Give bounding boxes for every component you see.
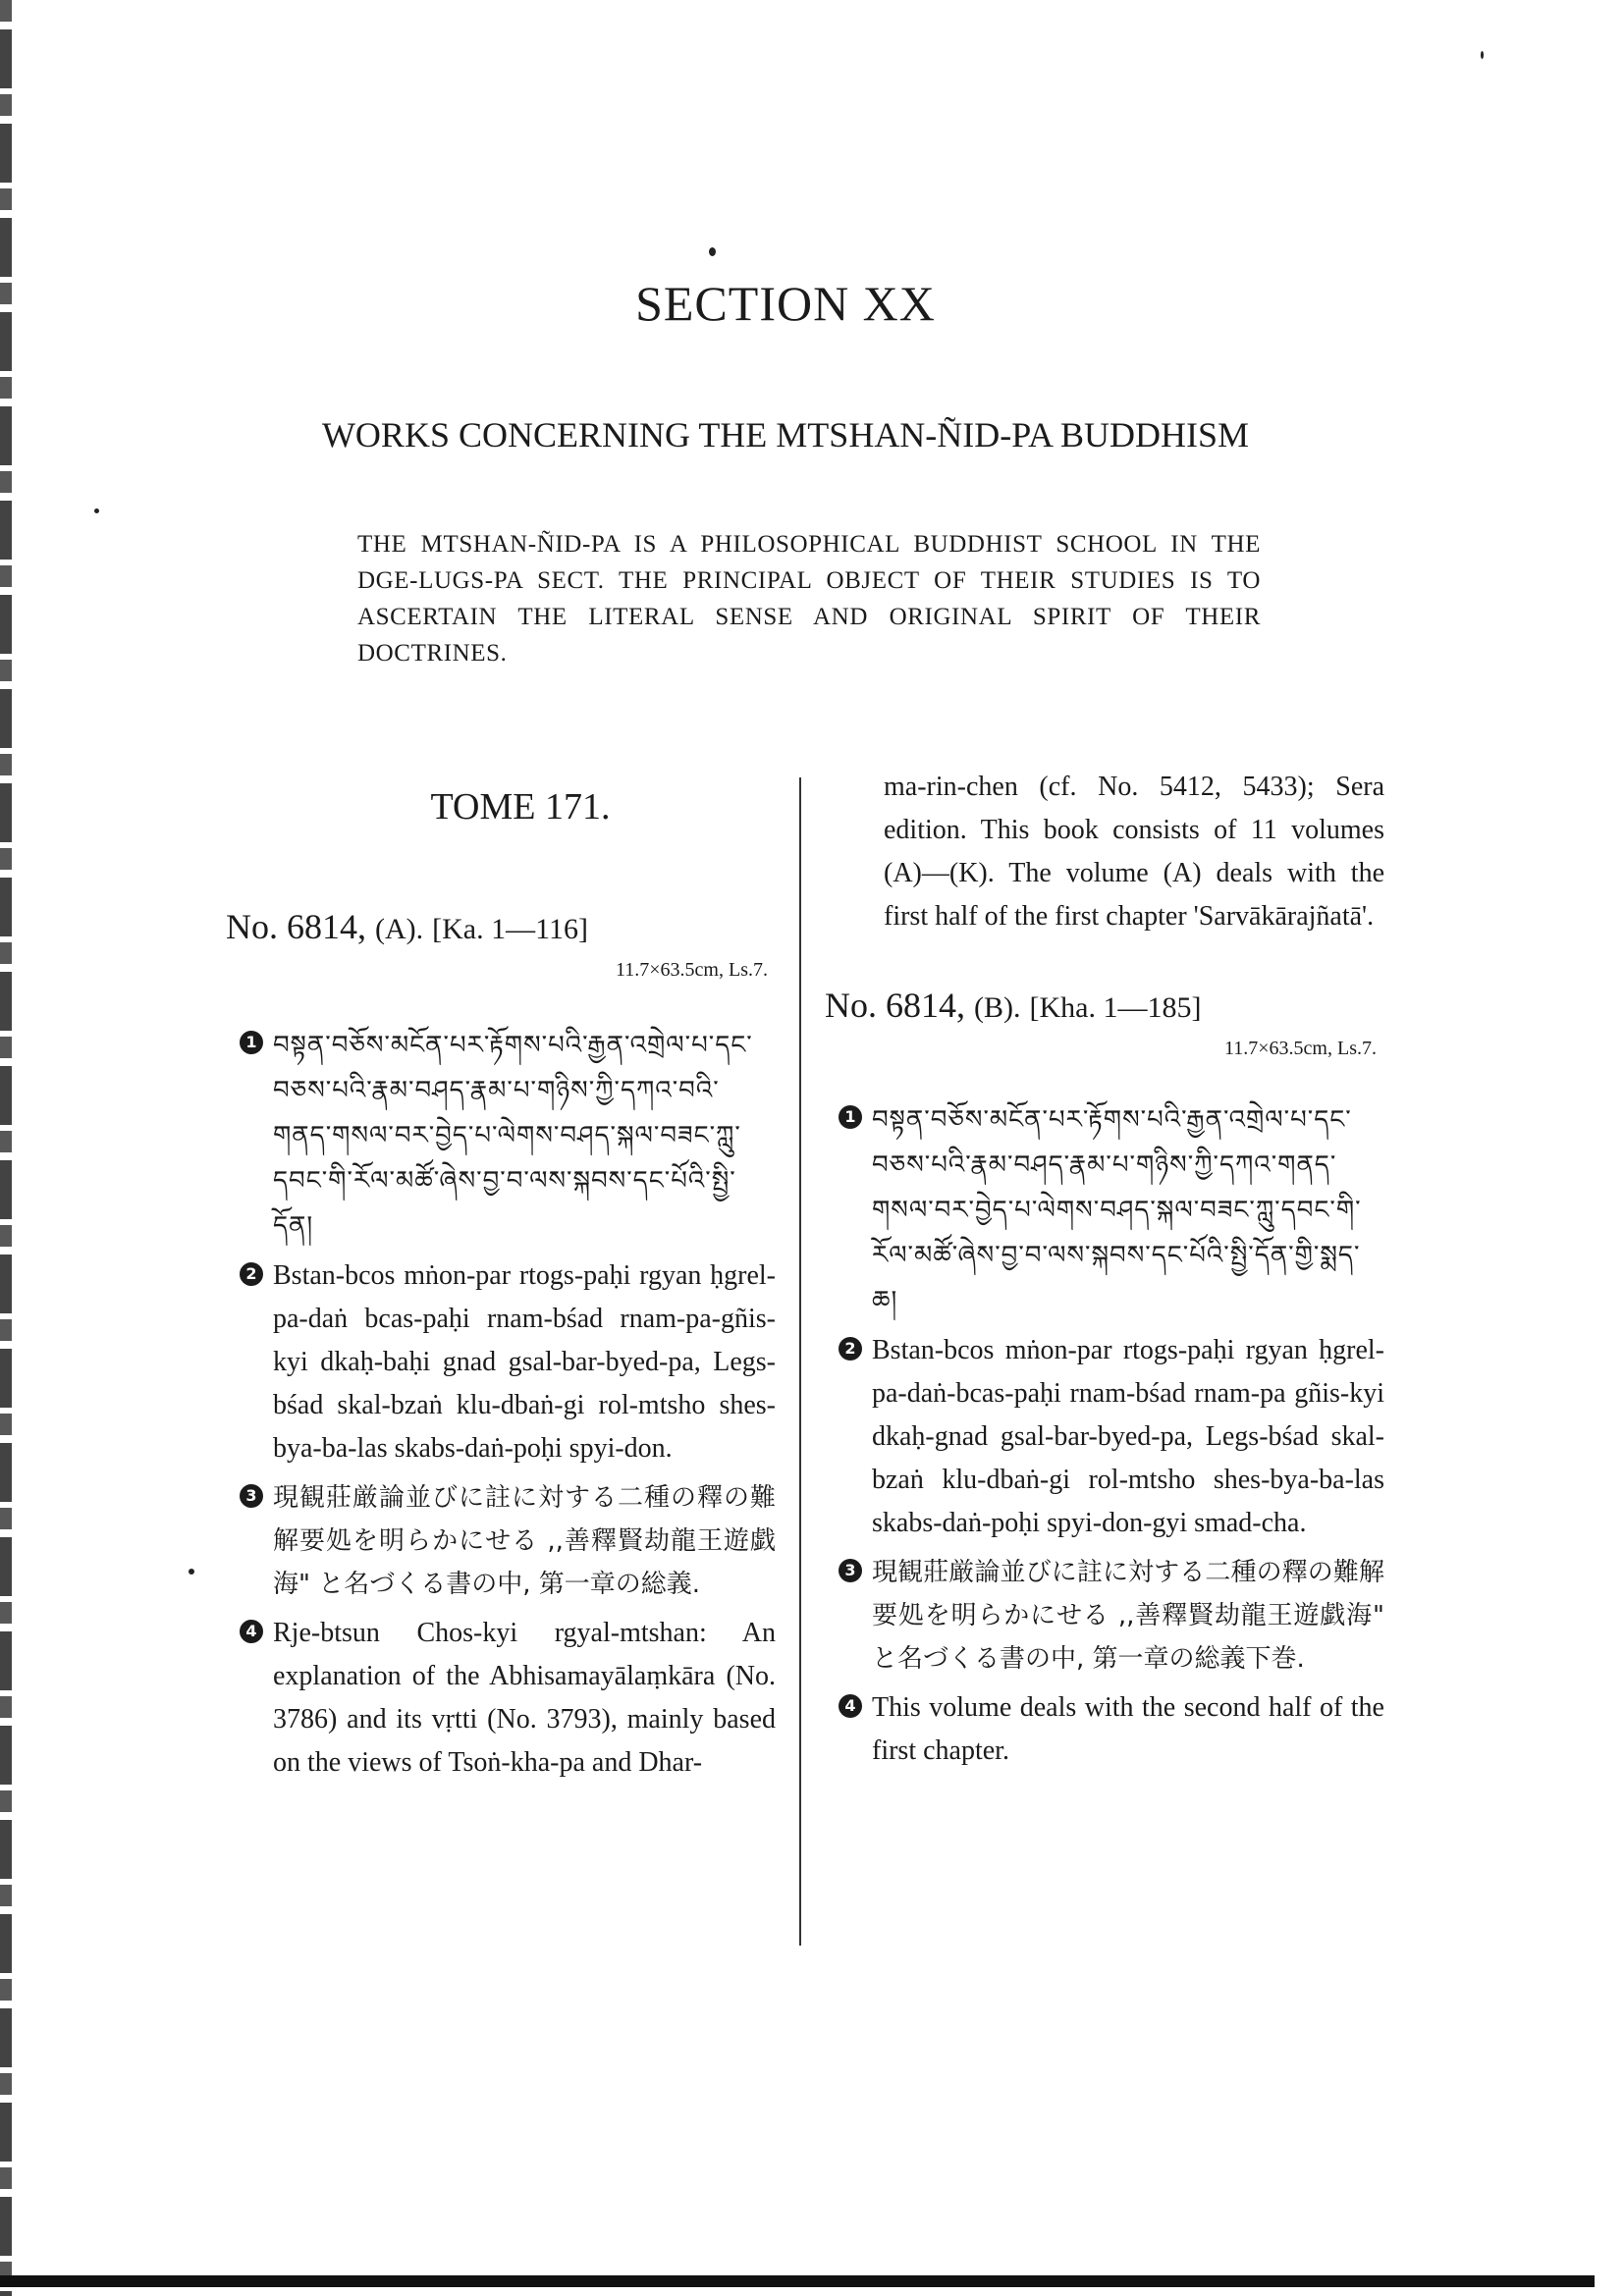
entry-item	[226, 1255, 776, 1470]
scan-speck	[709, 247, 716, 256]
entry-item	[226, 1476, 776, 1606]
item-number-badge: 2	[240, 1262, 263, 1286]
entry-number: No. 6814,	[825, 986, 965, 1025]
entry-item	[226, 1023, 776, 1249]
scan-edge-bottom	[0, 2275, 1595, 2287]
entry-dimensions: 11.7×63.5cm, Ls.7.	[1224, 1038, 1377, 1059]
tibetan-title: བསྟན་བཅོས་མངོན་པར་རྟོགས་པའི་རྒྱན་འགྲེལ་པ་དང་བཅས་པའི་རྣམ་བཤད་རྣམ་པ་གཉིས་ཀྱི་དཀའ་གནད་གསལ་བར་བྱེད་པ་ལེགས་བཤད་སྐལ་བཟང་ཀླུ་དབང་གི་རོལ་མཚོ་ཞེས་བྱ་བ་ལས་སྐབས་དང་པོའི་སྤྱི་དོན་གྱི་སྨད་ཆ།	[872, 1105, 1362, 1315]
tome-heading: TOME 171.	[430, 786, 611, 828]
item-number-badge: 4	[839, 1694, 862, 1718]
scan-speck	[189, 1569, 194, 1575]
item-number-badge: 1	[240, 1031, 263, 1054]
transliterated-title: Bstan-bcos mṅon-par rtogs-paḥi rgyan ḥgrel-pa-daṅ bcas-paḥi rnam-bśad rnam-pa-gñis-kyi dkaḥ-baḥi gnad gsal-bar-byed-pa, Legs-bśad skal-bzaṅ klu-dbaṅ-gi rol-mtsho shes-bya-ba-las skabs-daṅ-poḥi spyi-don.	[273, 1260, 776, 1464]
scan-speck	[1481, 51, 1484, 59]
section-subtitle: WORKS CONCERNING THE MTSHAN-ÑID-PA BUDDHISM	[321, 415, 1250, 454]
section-intro: THE MTSHAN-ÑID-PA IS A PHILOSOPHICAL BUDDHIST SCHOOL IN THE DGE-LUGS-PA SECT. THE PRINCIPAL OBJECT OF THEIR STUDIES IS TO ASCERTAIN THE LITERAL SENSE AND ORIGINAL SPIRIT OF THEIR DOCTRINES.	[357, 531, 1261, 667]
tibetan-title: བསྟན་བཅོས་མངོན་པར་རྟོགས་པའི་རྒྱན་འགྲེལ་པ་དང་བཅས་པའི་རྣམ་བཤད་རྣམ་པ་གཉིས་ཀྱི་དཀའ་བའི་གནད་གསལ་བར་བྱེད་པ་ལེགས་བཤད་སྐལ་བཟང་ཀླུ་དབང་གི་རོལ་མཚོ་ཞེས་བྱ་བ་ལས་སྐབས་དང་པོའི་སྤྱི་དོན།	[273, 1031, 753, 1241]
entry-item	[226, 1612, 776, 1785]
description-continuation: ma-rin-chen (cf. No. 5412, 5433); Sera edition. This book consists of 11 volumes (A)—(K). The volume (A) deals with the first half of the first chapter 'Sarvākārajñatā'.	[884, 772, 1384, 932]
item-number-badge: 1	[839, 1105, 862, 1129]
column-divider	[799, 777, 801, 1946]
entry-item	[825, 1551, 1384, 1681]
section-title: SECTION XX	[635, 276, 936, 331]
entry-item	[825, 1329, 1384, 1545]
japanese-title: 現観莊厳論並びに註に対する二種の釋の難解要処を明らかにせる ,,善釋賢劫龍王遊戯海" と名づくる書の中, 第一章の総義下巻.	[872, 1558, 1384, 1674]
entry-heading	[825, 984, 1384, 1030]
right-column	[825, 766, 1384, 1779]
entry-part: (B).	[974, 991, 1021, 1024]
english-description: This volume deals with the second half of the first chapter.	[872, 1692, 1384, 1766]
scan-speck	[94, 508, 99, 513]
entry-dimensions: 11.7×63.5cm, Ls.7.	[616, 959, 768, 981]
entry-reference: [Kha. 1—185]	[1029, 991, 1202, 1024]
item-number-badge: 2	[839, 1337, 862, 1361]
entry-item	[825, 1686, 1384, 1773]
english-description: Rje-btsun Chos-kyi rgyal-mtshan: An explanation of the Abhisamayālaṃkāra (No. 3786) and its vṛtti (No. 3793), mainly based on the views of Tsoṅ-kha-pa and Dhar-	[273, 1618, 776, 1778]
entry-part: (A).	[375, 913, 424, 945]
item-number-badge: 3	[240, 1484, 263, 1508]
entry-reference: [Ka. 1—116]	[432, 913, 589, 945]
item-number-badge: 4	[240, 1620, 263, 1643]
item-number-badge: 3	[839, 1559, 862, 1582]
entry-heading	[226, 905, 776, 951]
left-column	[226, 775, 776, 1790]
scan-edge-left	[0, 0, 12, 2296]
japanese-title: 現観莊厳論並びに註に対する二種の釋の難解要処を明らかにせる ,,善釋賢劫龍王遊戯海" と名づくる書の中, 第一章の総義.	[273, 1483, 776, 1599]
entry-number: No. 6814,	[226, 907, 366, 946]
entry-item	[825, 1097, 1384, 1323]
transliterated-title: Bstan-bcos mṅon-par rtogs-paḥi rgyan ḥgrel-pa-daṅ-bcas-paḥi rnam-bśad rnam-pa gñis-kyi dkaḥ-gnad gsal-bar-byed-pa, Legs-bśad skal-bzaṅ klu-dbaṅ-gi rol-mtsho shes-bya-ba-las skabs-daṅ-poḥi spyi-don-gyi smad-cha.	[872, 1335, 1384, 1538]
